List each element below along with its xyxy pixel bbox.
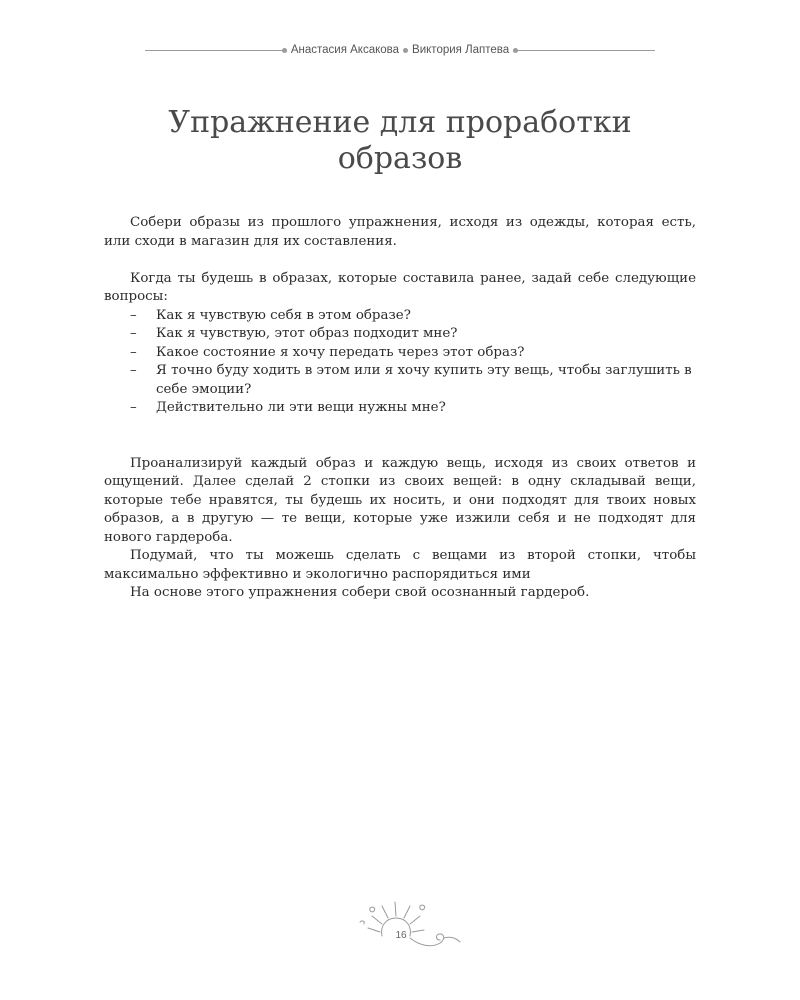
header-author-1: Анастасия Аксакова — [290, 44, 400, 56]
list-item: – Действительно ли эти вещи нужны мне? — [130, 399, 696, 418]
header-author-2: Виктория Лаптева — [412, 44, 510, 56]
paragraph-intro: Собери образы из прошлого упражнения, исходя из одежды, которая есть, или сходи в магазин для их составления. — [104, 215, 696, 249]
dash-bullet-icon: – — [130, 400, 137, 415]
page-title-line-1: Упражнение для проработки — [168, 105, 632, 140]
list-item: – Я точно буду ходить в этом или я хочу купить эту вещь, чтобы заглушить в себе эмоции? — [130, 363, 692, 397]
dash-bullet-icon: – — [130, 363, 137, 378]
running-head — [145, 40, 655, 60]
dash-bullet-icon: – — [130, 307, 137, 323]
page-title-line-2: образов — [337, 141, 463, 176]
dash-bullet-icon: – — [130, 344, 137, 360]
page-content — [104, 214, 696, 603]
header-rule-left — [145, 50, 282, 51]
page-number: 16 — [395, 930, 407, 941]
questions-list — [104, 307, 696, 418]
list-item: – Как я чувствую себя в этом образе? — [130, 307, 696, 326]
sun-doodle-icon — [340, 888, 470, 958]
header-rule-right — [518, 50, 655, 51]
paragraph-conclusion: На основе этого упражнения собери свой осознанный гардероб. — [130, 585, 590, 600]
paragraph-second-pile: Подумай, что ты можешь сделать с вещами из второй стопки, чтобы максимально эффективно и экологично распорядиться ими — [104, 548, 696, 582]
list-item: – Какое состояние я хочу передать через этот образ? — [130, 344, 696, 363]
paragraph-analysis: Проанализируй каждый образ и каждую вещь, исходя из своих ответов и ощущений. Далее сделай 2 стопки из своих вещей: в одну складывай вещи, которые тебе нравятся, ты будешь их носить, и они подходят для твоих новых образов, а в другую — те вещи, которые уже изжили себя и не подходят для нового гардероба. — [104, 455, 696, 545]
paragraph-questions-lead: Когда ты будешь в образах, которые составила ранее, задай себе следующие вопросы: — [104, 270, 696, 304]
dash-bullet-icon: – — [130, 326, 137, 341]
list-item: – Как я чувствую, этот образ подходит мне? — [130, 325, 696, 344]
page-title — [100, 105, 700, 177]
